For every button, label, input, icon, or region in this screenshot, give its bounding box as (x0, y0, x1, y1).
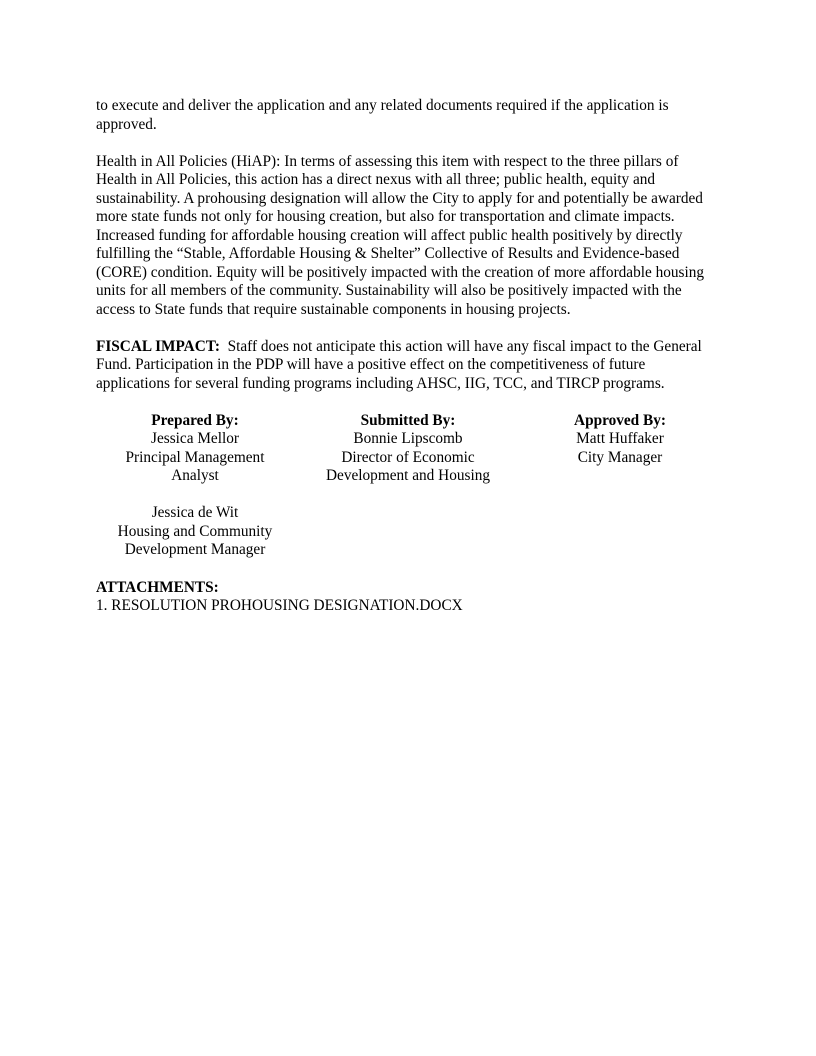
approved-by-name: Matt Huffaker (576, 430, 664, 447)
fiscal-impact-paragraph (96, 338, 720, 394)
attachment-item: 1. RESOLUTION PROHOUSING DESIGNATION.DOCX (96, 597, 463, 614)
fiscal-impact-label: FISCAL IMPACT: (96, 337, 220, 355)
prepared-by-title-line1: Principal Management (125, 448, 265, 466)
paragraph-spacer (96, 319, 720, 338)
attachments-heading: ATTACHMENTS: (96, 578, 219, 596)
submitted-by-name: Bonnie Lipscomb (353, 430, 463, 447)
prepared-by-title-line2: Analyst (171, 467, 219, 484)
submitted-by-title-line2: Development and Housing (326, 467, 490, 484)
submitted-by-title-line1: Director of Economic (341, 448, 475, 466)
approved-by-block (520, 412, 720, 468)
fiscal-impact-text: Staff does not anticipate this action will have any fiscal impact to the General Fund. Participation in the PDP will have a positive effect on the competitiveness of future applications for several funding programs including AHSC, IIG, TCC, and TIRCP programs. (96, 337, 702, 392)
hiap-paragraph: Health in All Policies (HiAP): In terms of assessing this item with respect to the three pillars of Health in All Policies, this action has a direct nexus with all three; public health, equity and sustainability. A prohousing designation will allow the City to apply for and potentially be awarded more state funds not only for housing creation, but also for transportation and climate impacts. Increased funding for affordable housing creation will affect public health positively by directly fulfilling the “Stable, Affordable Housing & Shelter” Collective of Results and Evidence-based (CORE) condition. Equity will be positively impacted with the creation of more affordable housing units for all members of the community. Sustainability will also be positively impacted with the access to State funds that require sustainable components in housing projects. (96, 152, 705, 318)
second-preparer-row (96, 504, 720, 560)
document-page (96, 97, 720, 616)
paragraph-spacer (96, 486, 720, 505)
paragraph-spacer (96, 393, 720, 412)
signature-block (96, 412, 720, 486)
paragraph-spacer (96, 560, 720, 579)
second-preparer-block (96, 504, 294, 560)
prepared-by-name: Jessica Mellor (151, 430, 239, 447)
second-preparer-title-line2: Development Manager (124, 541, 266, 558)
submitted-by-block (308, 412, 508, 486)
second-preparer-title-line1: Housing and Community (117, 522, 273, 540)
continuation-paragraph: to execute and deliver the application and any related documents required if the application is approved. (96, 97, 669, 133)
second-preparer-name: Jessica de Wit (151, 504, 239, 521)
prepared-by-heading: Prepared By: (151, 411, 239, 429)
approved-by-heading: Approved By: (574, 411, 666, 429)
submitted-by-heading: Submitted By: (360, 411, 456, 429)
paragraph-spacer (96, 134, 720, 153)
prepared-by-block (96, 412, 294, 486)
attachments-section (96, 579, 720, 616)
approved-by-title-line1: City Manager (577, 448, 663, 466)
